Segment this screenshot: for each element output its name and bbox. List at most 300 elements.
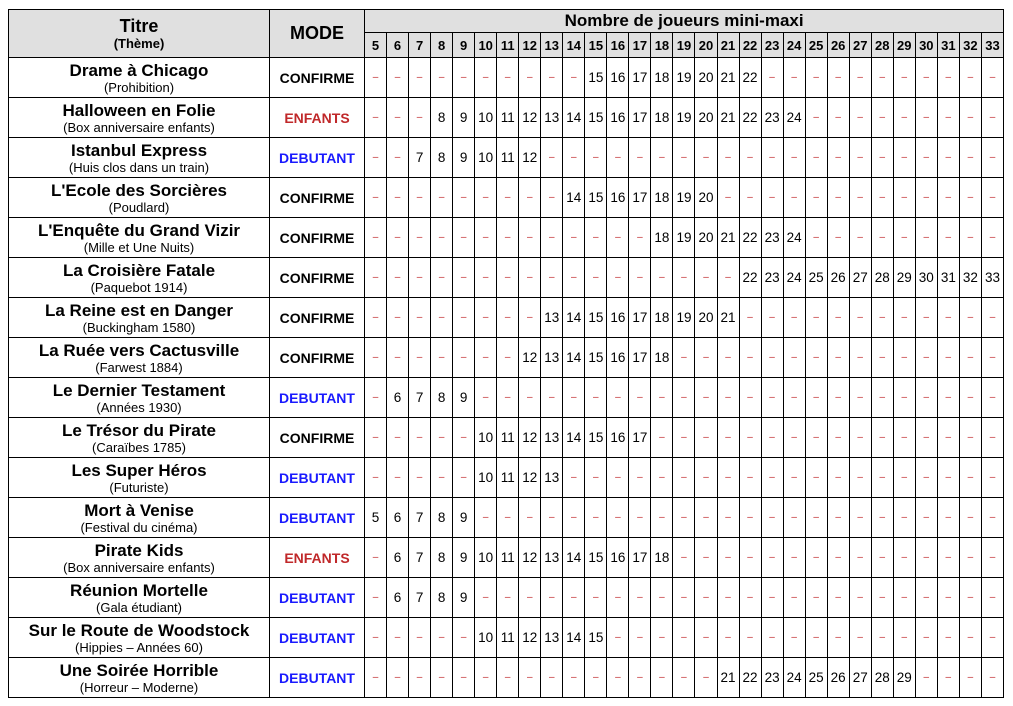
player-count-cell: 7 [409,138,431,178]
mode-badge: CONFIRME [270,418,365,458]
empty-cell: – [541,258,563,298]
player-count-header-26: 26 [827,33,849,58]
player-count-cell: 14 [563,98,585,138]
empty-cell: – [585,138,607,178]
game-theme: (Festival du cinéma) [80,519,198,535]
empty-cell: – [717,418,739,458]
empty-cell: – [475,378,497,418]
empty-cell: – [915,338,937,378]
empty-cell: – [585,498,607,538]
table-row [9,418,1004,458]
empty-cell: – [937,218,959,258]
player-count-cell: 11 [497,618,519,658]
player-count-cell: 15 [585,58,607,98]
empty-cell: – [387,98,409,138]
game-title: L'Enquête du Grand Vizir [37,220,241,240]
empty-cell: – [893,458,915,498]
player-count-cell: 12 [519,98,541,138]
table-row [9,618,1004,658]
empty-cell: – [563,458,585,498]
empty-cell: – [475,578,497,618]
game-title: La Reine est en Danger [44,300,233,320]
empty-cell: – [783,578,805,618]
game-theme: (Caraïbes 1785) [92,439,186,455]
empty-cell: – [915,458,937,498]
player-count-header-13: 13 [541,33,563,58]
game-title-cell [9,298,270,338]
player-count-cell: 10 [475,138,497,178]
player-count-cell: 8 [431,378,453,418]
mode-badge: DEBUTANT [270,618,365,658]
empty-cell: – [651,378,673,418]
empty-cell: – [893,218,915,258]
empty-cell: – [497,298,519,338]
player-count-cell: 24 [783,658,805,698]
empty-cell: – [541,138,563,178]
empty-cell: – [475,298,497,338]
empty-cell: – [497,58,519,98]
player-count-cell: 25 [805,658,827,698]
mode-badge: DEBUTANT [270,378,365,418]
empty-cell: – [475,258,497,298]
mode-badge: ENFANTS [270,538,365,578]
empty-cell: – [937,178,959,218]
player-count-cell: 16 [607,298,629,338]
empty-cell: – [409,178,431,218]
empty-cell: – [453,658,475,698]
player-count-cell: 5 [365,498,387,538]
empty-cell: – [849,418,871,458]
player-count-cell: 13 [541,538,563,578]
theme-header-label: (Thème) [113,35,165,51]
empty-cell: – [365,178,387,218]
empty-cell: – [827,98,849,138]
empty-cell: – [915,658,937,698]
empty-cell: – [959,658,981,698]
empty-cell: – [607,618,629,658]
player-count-cell: 12 [519,418,541,458]
player-count-cell: 15 [585,418,607,458]
empty-cell: – [365,418,387,458]
empty-cell: – [497,218,519,258]
empty-cell: – [717,458,739,498]
empty-cell: – [497,338,519,378]
player-count-cell: 32 [959,258,981,298]
empty-cell: – [761,498,783,538]
player-count-cell: 8 [431,98,453,138]
empty-cell: – [651,498,673,538]
player-count-cell: 11 [497,458,519,498]
empty-cell: – [981,658,1003,698]
empty-cell: – [453,458,475,498]
empty-cell: – [959,618,981,658]
empty-cell: – [981,498,1003,538]
empty-cell: – [673,618,695,658]
empty-cell: – [761,58,783,98]
player-count-cell: 23 [761,658,783,698]
player-count-header-14: 14 [563,33,585,58]
empty-cell: – [871,98,893,138]
player-count-header-10: 10 [475,33,497,58]
empty-cell: – [849,178,871,218]
empty-cell: – [585,258,607,298]
empty-cell: – [453,178,475,218]
empty-cell: – [893,578,915,618]
empty-cell: – [871,338,893,378]
empty-cell: – [651,418,673,458]
empty-cell: – [717,578,739,618]
game-title-cell [9,258,270,298]
player-count-header-24: 24 [783,33,805,58]
table-row [9,298,1004,338]
empty-cell: – [541,498,563,538]
empty-cell: – [519,498,541,538]
empty-cell: – [673,338,695,378]
player-count-header-23: 23 [761,33,783,58]
player-count-cell: 14 [563,618,585,658]
game-title-cell [9,538,270,578]
empty-cell: – [937,58,959,98]
player-count-cell: 16 [607,418,629,458]
player-count-cell: 28 [871,258,893,298]
player-count-cell: 11 [497,418,519,458]
empty-cell: – [365,338,387,378]
title-column-header [9,10,270,58]
player-count-cell: 25 [805,258,827,298]
empty-cell: – [629,658,651,698]
player-count-cell: 20 [695,58,717,98]
empty-cell: – [739,578,761,618]
game-theme: (Hippies – Années 60) [75,639,203,655]
empty-cell: – [739,178,761,218]
player-count-header-29: 29 [893,33,915,58]
empty-cell: – [387,178,409,218]
empty-cell: – [937,658,959,698]
empty-cell: – [409,218,431,258]
player-count-cell: 22 [739,658,761,698]
player-count-header-31: 31 [937,33,959,58]
player-count-cell: 17 [629,178,651,218]
game-theme: (Années 1930) [96,399,182,415]
game-title-cell [9,578,270,618]
empty-cell: – [453,258,475,298]
player-count-cell: 22 [739,58,761,98]
empty-cell: – [871,458,893,498]
empty-cell: – [937,98,959,138]
player-count-header-9: 9 [453,33,475,58]
empty-cell: – [717,498,739,538]
player-count-cell: 17 [629,338,651,378]
empty-cell: – [783,338,805,378]
empty-cell: – [805,458,827,498]
empty-cell: – [519,58,541,98]
empty-cell: – [497,578,519,618]
empty-cell: – [431,258,453,298]
game-theme: (Poudlard) [108,199,170,215]
empty-cell: – [805,98,827,138]
empty-cell: – [409,418,431,458]
game-theme: (Paquebot 1914) [90,279,188,295]
game-title: Le Dernier Testament [52,380,226,400]
player-count-cell: 15 [585,178,607,218]
player-count-cell: 18 [651,58,673,98]
player-count-cell: 19 [673,298,695,338]
empty-cell: – [981,418,1003,458]
mode-column-header: MODE [270,10,365,58]
player-count-cell: 11 [497,138,519,178]
empty-cell: – [937,138,959,178]
empty-cell: – [585,658,607,698]
player-count-cell: 14 [563,338,585,378]
empty-cell: – [805,418,827,458]
empty-cell: – [717,378,739,418]
empty-cell: – [607,658,629,698]
empty-cell: – [695,498,717,538]
empty-cell: – [563,498,585,538]
empty-cell: – [893,538,915,578]
empty-cell: – [607,578,629,618]
empty-cell: – [585,218,607,258]
empty-cell: – [629,258,651,298]
player-count-cell: 21 [717,298,739,338]
empty-cell: – [387,298,409,338]
player-count-header-17: 17 [629,33,651,58]
empty-cell: – [827,498,849,538]
empty-cell: – [541,658,563,698]
player-count-header-33: 33 [981,33,1003,58]
game-title-cell [9,418,270,458]
player-count-cell: 22 [739,98,761,138]
table-row [9,578,1004,618]
player-count-cell: 31 [937,258,959,298]
empty-cell: – [937,298,959,338]
games-table [8,9,1004,698]
empty-cell: – [563,658,585,698]
empty-cell: – [959,498,981,538]
empty-cell: – [981,298,1003,338]
game-title: La Croisière Fatale [62,260,216,280]
empty-cell: – [651,258,673,298]
empty-cell: – [893,98,915,138]
empty-cell: – [959,58,981,98]
mode-badge: CONFIRME [270,178,365,218]
empty-cell: – [453,418,475,458]
player-count-cell: 23 [761,98,783,138]
player-count-cell: 13 [541,618,563,658]
player-count-cell: 12 [519,338,541,378]
header-row [9,10,1004,33]
game-title: L'Ecole des Sorcières [50,180,228,200]
table-row [9,658,1004,698]
empty-cell: – [365,298,387,338]
player-count-header-11: 11 [497,33,519,58]
game-title-cell [9,458,270,498]
table-row [9,498,1004,538]
empty-cell: – [695,618,717,658]
empty-cell: – [783,378,805,418]
empty-cell: – [695,338,717,378]
empty-cell: – [937,378,959,418]
player-count-cell: 21 [717,98,739,138]
empty-cell: – [761,338,783,378]
game-title-cell [9,378,270,418]
empty-cell: – [431,618,453,658]
empty-cell: – [871,578,893,618]
empty-cell: – [541,378,563,418]
empty-cell: – [893,498,915,538]
games-table-body [9,58,1004,698]
table-row [9,338,1004,378]
empty-cell: – [827,378,849,418]
game-title: Le Trésor du Pirate [62,420,216,440]
game-theme: (Box anniversaire enfants) [63,119,215,135]
empty-cell: – [453,618,475,658]
empty-cell: – [959,218,981,258]
empty-cell: – [849,378,871,418]
empty-cell: – [783,138,805,178]
player-count-cell: 19 [673,178,695,218]
empty-cell: – [629,458,651,498]
mode-badge: DEBUTANT [270,458,365,498]
empty-cell: – [387,338,409,378]
empty-cell: – [959,178,981,218]
player-count-cell: 15 [585,338,607,378]
player-count-cell: 19 [673,58,695,98]
player-count-cell: 6 [387,498,409,538]
game-title-cell [9,58,270,98]
empty-cell: – [981,378,1003,418]
player-count-cell: 27 [849,658,871,698]
empty-cell: – [915,378,937,418]
player-count-cell: 11 [497,538,519,578]
empty-cell: – [915,418,937,458]
player-count-header-19: 19 [673,33,695,58]
empty-cell: – [915,298,937,338]
player-count-header-18: 18 [651,33,673,58]
player-count-cell: 17 [629,538,651,578]
empty-cell: – [695,138,717,178]
player-count-header-5: 5 [365,33,387,58]
empty-cell: – [827,298,849,338]
empty-cell: – [695,258,717,298]
player-count-header-16: 16 [607,33,629,58]
empty-cell: – [915,218,937,258]
empty-cell: – [717,138,739,178]
empty-cell: – [431,418,453,458]
empty-cell: – [673,498,695,538]
empty-cell: – [981,218,1003,258]
empty-cell: – [871,418,893,458]
empty-cell: – [695,418,717,458]
empty-cell: – [915,498,937,538]
empty-cell: – [409,618,431,658]
empty-cell: – [937,498,959,538]
empty-cell: – [937,578,959,618]
game-title: Istanbul Express [70,140,208,160]
empty-cell: – [541,178,563,218]
mode-badge: CONFIRME [270,338,365,378]
player-count-cell: 23 [761,258,783,298]
player-count-header-25: 25 [805,33,827,58]
player-count-cell: 27 [849,258,871,298]
player-count-cell: 16 [607,338,629,378]
empty-cell: – [981,458,1003,498]
empty-cell: – [805,138,827,178]
player-count-cell: 9 [453,98,475,138]
empty-cell: – [783,538,805,578]
player-count-cell: 12 [519,138,541,178]
player-count-cell: 16 [607,58,629,98]
empty-cell: – [893,618,915,658]
player-count-cell: 17 [629,98,651,138]
empty-cell: – [629,618,651,658]
game-title: Pirate Kids [94,540,184,560]
empty-cell: – [959,298,981,338]
empty-cell: – [365,458,387,498]
empty-cell: – [937,338,959,378]
empty-cell: – [563,578,585,618]
player-count-cell: 12 [519,458,541,498]
empty-cell: – [959,378,981,418]
player-count-cell: 13 [541,338,563,378]
game-title-cell [9,98,270,138]
game-theme: (Farwest 1884) [95,359,183,375]
game-theme: (Horreur – Moderne) [79,679,199,695]
empty-cell: – [893,58,915,98]
empty-cell: – [959,138,981,178]
player-count-cell: 6 [387,378,409,418]
empty-cell: – [761,178,783,218]
game-title-cell [9,178,270,218]
empty-cell: – [563,258,585,298]
player-count-header-22: 22 [739,33,761,58]
player-count-cell: 30 [915,258,937,298]
empty-cell: – [871,618,893,658]
empty-cell: – [651,138,673,178]
player-count-cell: 20 [695,298,717,338]
game-title: Une Soirée Horrible [59,660,219,680]
empty-cell: – [937,538,959,578]
empty-cell: – [915,538,937,578]
player-count-header-8: 8 [431,33,453,58]
empty-cell: – [585,458,607,498]
empty-cell: – [761,418,783,458]
empty-cell: – [805,378,827,418]
empty-cell: – [607,498,629,538]
empty-cell: – [827,178,849,218]
empty-cell: – [497,658,519,698]
empty-cell: – [629,578,651,618]
empty-cell: – [915,618,937,658]
empty-cell: – [365,658,387,698]
empty-cell: – [563,378,585,418]
mode-badge: ENFANTS [270,98,365,138]
empty-cell: – [739,298,761,338]
empty-cell: – [541,218,563,258]
table-row [9,458,1004,498]
empty-cell: – [761,378,783,418]
empty-cell: – [453,218,475,258]
empty-cell: – [981,618,1003,658]
player-count-cell: 18 [651,178,673,218]
empty-cell: – [695,578,717,618]
empty-cell: – [365,218,387,258]
empty-cell: – [475,58,497,98]
empty-cell: – [915,58,937,98]
empty-cell: – [893,378,915,418]
player-count-header-21: 21 [717,33,739,58]
empty-cell: – [827,218,849,258]
